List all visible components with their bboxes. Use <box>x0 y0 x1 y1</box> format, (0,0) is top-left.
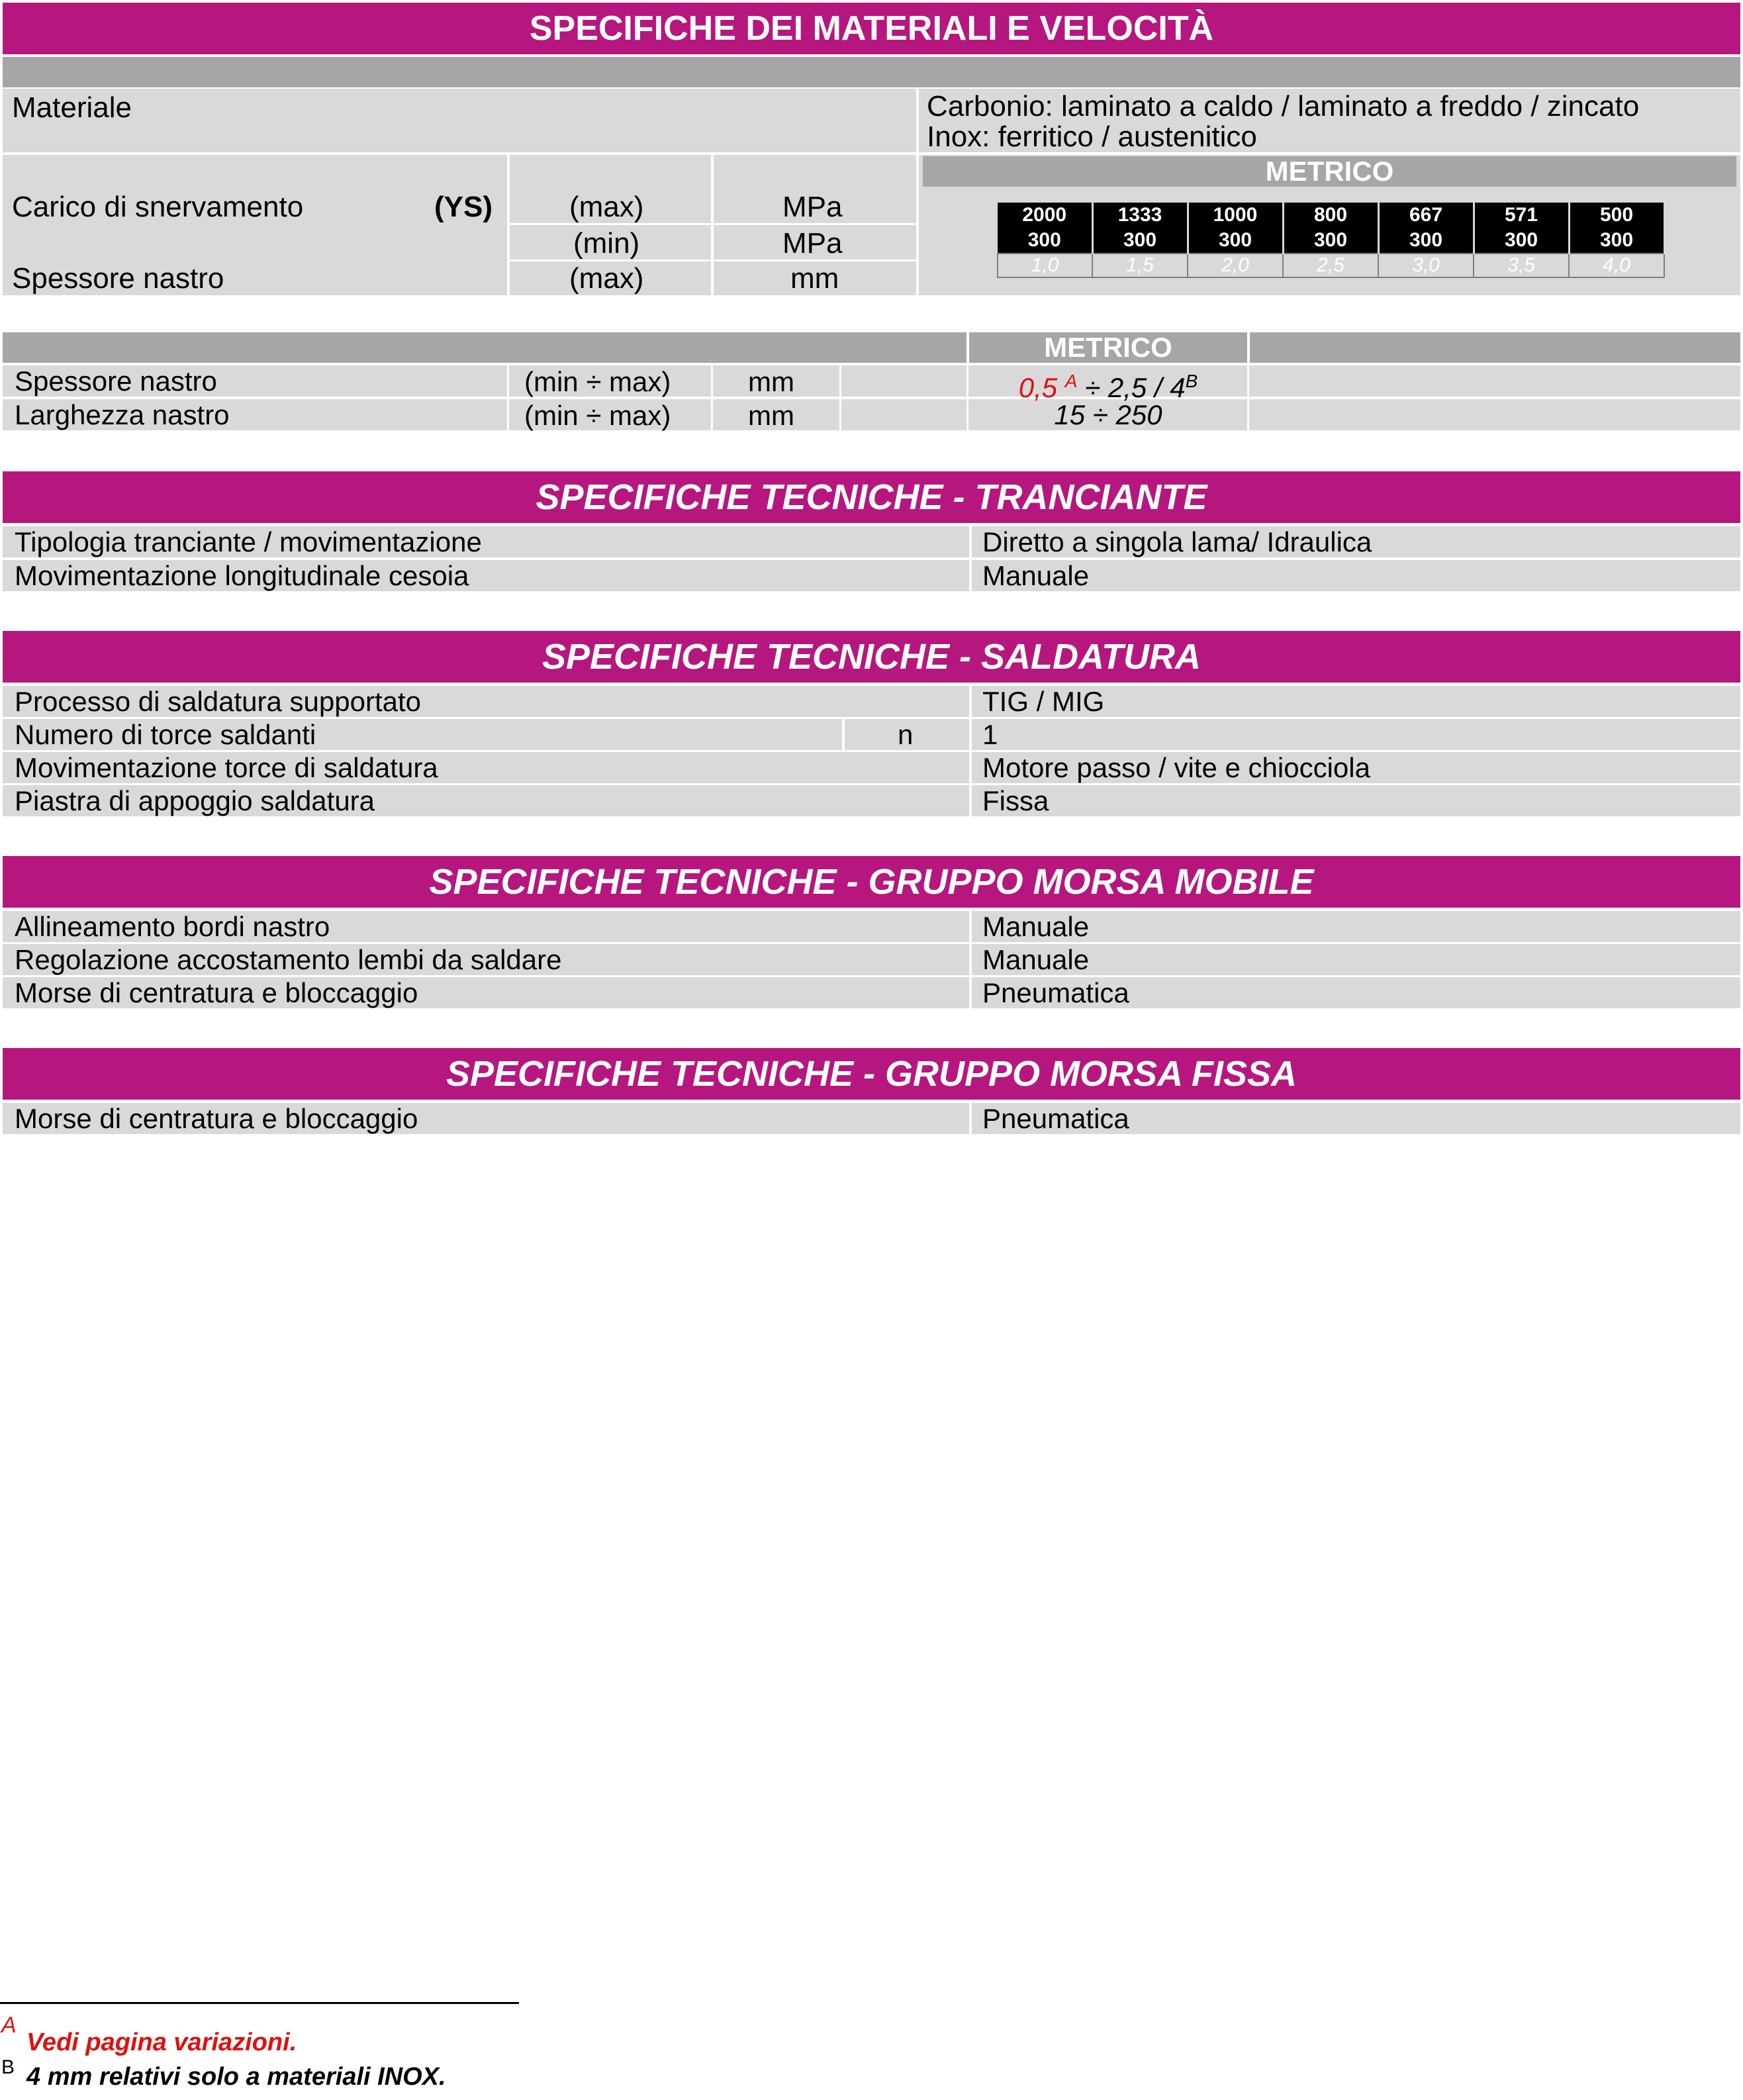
materiale-value-cell <box>919 89 1740 152</box>
strip-metrico-header <box>969 332 1247 363</box>
row-label: Morse di centratura e bloccaggio <box>15 977 418 1008</box>
strip-thickness-range: (min ÷ max) <box>524 366 671 397</box>
ys-max-unit: MPa <box>782 191 843 223</box>
row-value: Manuale <box>982 944 1090 975</box>
ys-min-value: 300 <box>1569 228 1664 254</box>
ys-max-value: 1333 <box>1092 203 1188 228</box>
row-label: Tipologia tranciante / movimentazione <box>15 526 482 557</box>
morsa-mobile-title-bar <box>3 856 1740 908</box>
materiale-label: Materiale <box>12 91 132 124</box>
thickness-value: 1,5 <box>1092 254 1188 277</box>
footnote-b-text: 4 mm relativi solo a materiali INOX. <box>26 2063 446 2091</box>
tranciante-title: SPECIFICHE TECNICHE - TRANCIANTE <box>536 477 1207 517</box>
morsa-fissa-row <box>3 1103 1740 1134</box>
tranciante-title-bar <box>3 471 1740 523</box>
ys-min-value: 300 <box>1188 228 1283 254</box>
main-title: SPECIFICHE DEI MATERIALI E VELOCITÀ <box>529 9 1214 48</box>
thickness-unit: mm <box>790 262 839 295</box>
saldatura-row <box>3 752 1740 783</box>
footnote-rule <box>0 2002 519 2004</box>
strip-thickness-rest: ÷ 2,5 / 4 <box>1085 372 1186 403</box>
spessore-label: Spessore nastro <box>12 262 224 295</box>
saldatura-title: SPECIFICHE TECNICHE - SALDATURA <box>542 637 1201 677</box>
tranciante-row <box>3 560 1740 591</box>
ys-max-value: 571 <box>1474 203 1569 228</box>
morsa-mobile-row <box>3 977 1740 1008</box>
row-value: 1 <box>982 719 998 750</box>
ys-min-value: 300 <box>1283 228 1378 254</box>
saldatura-row <box>3 785 1740 816</box>
metrico-header <box>923 156 1736 187</box>
range-col <box>510 155 711 295</box>
metrico-label: METRICO <box>1265 156 1394 187</box>
saldatura-row <box>3 719 1740 750</box>
ys-abbr: (YS) <box>434 191 493 223</box>
ys-max-value: 1000 <box>1188 203 1283 228</box>
footnote-a-mark: A <box>1 2013 17 2038</box>
row-label: Movimentazione longitudinale cesoia <box>15 560 469 591</box>
row-value: Fissa <box>982 785 1049 816</box>
morsa-mobile-title: SPECIFICHE TECNICHE - GRUPPO MORSA MOBILE <box>429 862 1314 902</box>
saldatura-title-bar <box>3 631 1740 683</box>
row-label: Piastra di appoggio saldatura <box>15 785 375 816</box>
strip-header-right <box>1250 332 1740 363</box>
ys-max-label: (max) <box>569 191 644 223</box>
thickness-value: 3,0 <box>1378 254 1474 277</box>
thickness-value: 4,0 <box>1569 254 1664 277</box>
speed-table <box>997 203 1666 278</box>
row-value: Manuale <box>982 560 1090 591</box>
materiale-value-2: Inox: ferritico / austenitico <box>927 120 1257 153</box>
main-title-bar <box>3 3 1740 54</box>
strip-width-range-value: 15 ÷ 250 <box>1054 399 1162 430</box>
strip-thickness-unit: mm <box>748 366 794 397</box>
ys-label-cell <box>3 155 507 295</box>
thickness-row <box>998 254 1664 277</box>
morsa-fissa-title-bar <box>3 1048 1740 1100</box>
ys-min-value: 300 <box>998 228 1092 254</box>
ys-min-value: 300 <box>1474 228 1569 254</box>
strip-thickness-value <box>969 365 1247 403</box>
ys-min-label: (min) <box>573 227 640 260</box>
footnote-b-ref: B <box>1185 371 1198 391</box>
row-value: Motore passo / vite e chiocciola <box>982 752 1370 783</box>
ys-label: Carico di snervamento <box>12 191 304 223</box>
ys-max-value: 800 <box>1283 203 1378 228</box>
row-label: Regolazione accostamento lembi da saldare <box>15 944 562 975</box>
row-label: Allineamento bordi nastro <box>15 911 330 942</box>
row-unit: n <box>898 719 914 750</box>
row-label: Morse di centratura e bloccaggio <box>15 1103 418 1134</box>
ys-max-row <box>998 203 1664 228</box>
row-label: Numero di torce saldanti <box>15 719 316 750</box>
row-label: Processo di saldatura supportato <box>15 686 422 717</box>
ys-max-value: 667 <box>1378 203 1474 228</box>
ys-min-unit: MPa <box>782 227 843 260</box>
morsa-mobile-row <box>3 911 1740 942</box>
materiale-value-1: Carbonio: laminato a caldo / laminato a freddo / zincato <box>927 90 1640 122</box>
ys-max-value: 2000 <box>998 203 1092 228</box>
strip-width-value <box>969 399 1247 430</box>
strip-width-unit: mm <box>748 400 794 431</box>
tranciante-row <box>3 526 1740 557</box>
footnote-a-text: Vedi pagina variazioni. <box>26 2028 297 2056</box>
strip-thickness-min: 0,5 <box>1018 372 1058 403</box>
row-value: TIG / MIG <box>982 686 1105 717</box>
row-value: Manuale <box>982 911 1090 942</box>
strip-thickness-label: Spessore nastro <box>15 365 217 397</box>
strip-header-left <box>3 332 966 363</box>
saldatura-row <box>3 686 1740 717</box>
row-label: Movimentazione torce di saldatura <box>15 752 438 783</box>
thickness-max-label: (max) <box>569 262 644 295</box>
strip-metrico-label: METRICO <box>1044 332 1172 363</box>
materiale-label-cell <box>3 89 916 152</box>
unit-col <box>714 155 916 295</box>
strip-row-width <box>3 399 1740 430</box>
morsa-fissa-title: SPECIFICHE TECNICHE - GRUPPO MORSA FISSA <box>446 1054 1297 1094</box>
thickness-value: 2,0 <box>1188 254 1283 277</box>
strip-width-label: Larghezza nastro <box>15 399 230 430</box>
strip-row-thickness <box>3 365 1740 397</box>
footnote-b-mark: B <box>1 2056 15 2078</box>
thickness-value: 1,0 <box>998 254 1092 277</box>
ys-min-row <box>998 228 1664 254</box>
morsa-mobile-row <box>3 944 1740 975</box>
footnote-a-ref: A <box>1064 371 1078 391</box>
row-value: Diretto a singola lama/ Idraulica <box>982 526 1372 557</box>
ys-max-value: 500 <box>1569 203 1664 228</box>
ys-min-value: 300 <box>1378 228 1474 254</box>
header-spacer-bar <box>3 57 1740 87</box>
thickness-value: 3,5 <box>1474 254 1569 277</box>
strip-width-range: (min ÷ max) <box>524 400 671 431</box>
ys-min-value: 300 <box>1092 228 1188 254</box>
row-value: Pneumatica <box>982 977 1129 1008</box>
row-value: Pneumatica <box>982 1103 1129 1134</box>
thickness-value: 2,5 <box>1283 254 1378 277</box>
